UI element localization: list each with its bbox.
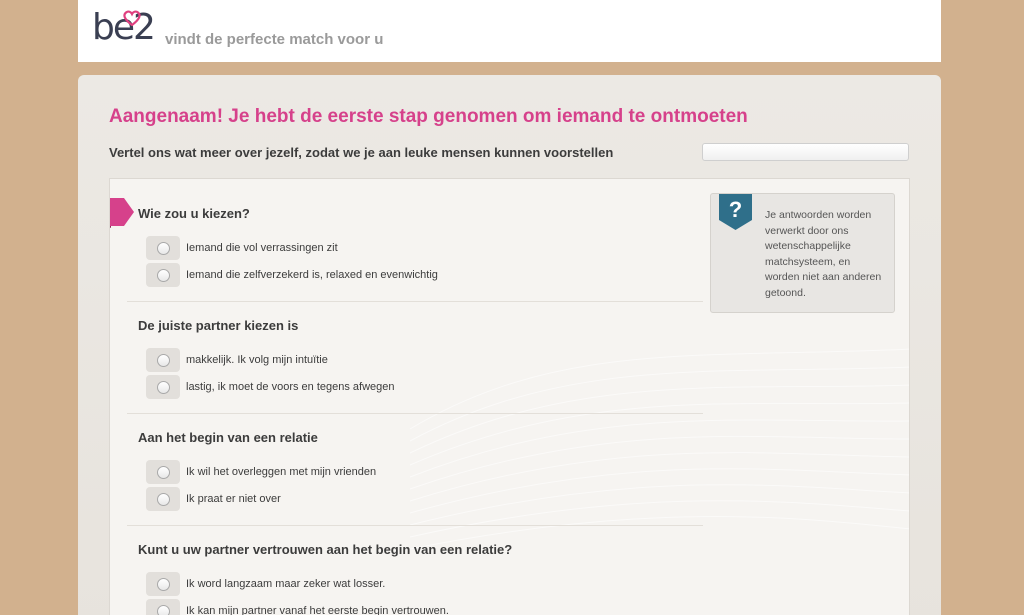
option-label[interactable]: Iemand die vol verrassingen zit [186,242,338,254]
question-3-option-2[interactable] [146,487,281,511]
question-3-option-1[interactable] [146,460,376,484]
page-title: Aangenaam! Je hebt de eerste stap genomen om iemand te ontmoeten [109,106,748,127]
current-question-marker-icon [109,198,134,228]
radio-button[interactable] [146,236,180,260]
privacy-help-box [710,193,895,313]
radio-button[interactable] [146,599,180,615]
option-label[interactable]: lastig, ik moet de voors en tegens afwegen [186,381,395,393]
main-panel [78,75,941,615]
radio-circle[interactable] [157,493,170,506]
question-4-option-1[interactable] [146,572,385,596]
radio-circle[interactable] [157,605,170,615]
question-1-title: Wie zou u kiezen? [138,206,250,221]
radio-circle[interactable] [157,242,170,255]
radio-circle[interactable] [157,578,170,591]
option-label[interactable]: Ik wil het overleggen met mijn vrienden [186,466,377,478]
question-divider [127,301,703,302]
question-2-title: De juiste partner kiezen is [138,318,299,333]
option-label[interactable]: Ik word langzaam maar zeker wat losser. [186,578,386,590]
radio-button[interactable] [146,348,180,372]
radio-circle[interactable] [157,381,170,394]
radio-circle[interactable] [157,354,170,367]
question-1-option-1[interactable] [146,236,338,260]
radio-button[interactable] [146,460,180,484]
option-label[interactable]: Ik praat er niet over [186,493,281,505]
radio-circle[interactable] [157,466,170,479]
radio-circle[interactable] [157,269,170,282]
radio-button[interactable] [146,263,180,287]
tagline: vindt de perfecte match voor u [165,31,384,48]
be2-logo[interactable] [92,6,154,50]
question-4-title: Kunt u uw partner vertrouwen aan het begin van een relatie? [138,542,513,557]
site-header [78,0,941,62]
help-text: Je antwoorden worden verwerkt door ons wetenschappelijke matchsysteem, en worden niet aan anderen getoond. [765,209,882,299]
radio-button[interactable] [146,572,180,596]
heart-icon [122,10,142,26]
radio-button[interactable] [146,375,180,399]
page-subtitle: Vertel ons wat meer over jezelf, zodat we je aan leuke mensen kunnen voorstellen [109,145,614,160]
logo-text: be2 [92,7,154,48]
questionnaire-form [109,178,910,615]
option-label[interactable]: makkelijk. Ik volg mijn intuïtie [186,354,328,366]
question-4-option-2[interactable] [146,599,449,615]
option-label[interactable]: Iemand die zelfverzekerd is, relaxed en evenwichtig [186,269,438,281]
question-1-option-2[interactable] [146,263,438,287]
question-mark-icon [719,190,752,232]
question-2-option-2[interactable] [146,375,395,399]
question-divider [127,525,703,526]
question-3-title: Aan het begin van een relatie [138,430,318,445]
progress-bar [702,143,909,161]
help-symbol: ? [728,197,743,222]
radio-button[interactable] [146,487,180,511]
question-divider [127,413,703,414]
question-2-option-1[interactable] [146,348,328,372]
option-label[interactable]: Ik kan mijn partner vanaf het eerste begin vertrouwen. [186,605,449,615]
